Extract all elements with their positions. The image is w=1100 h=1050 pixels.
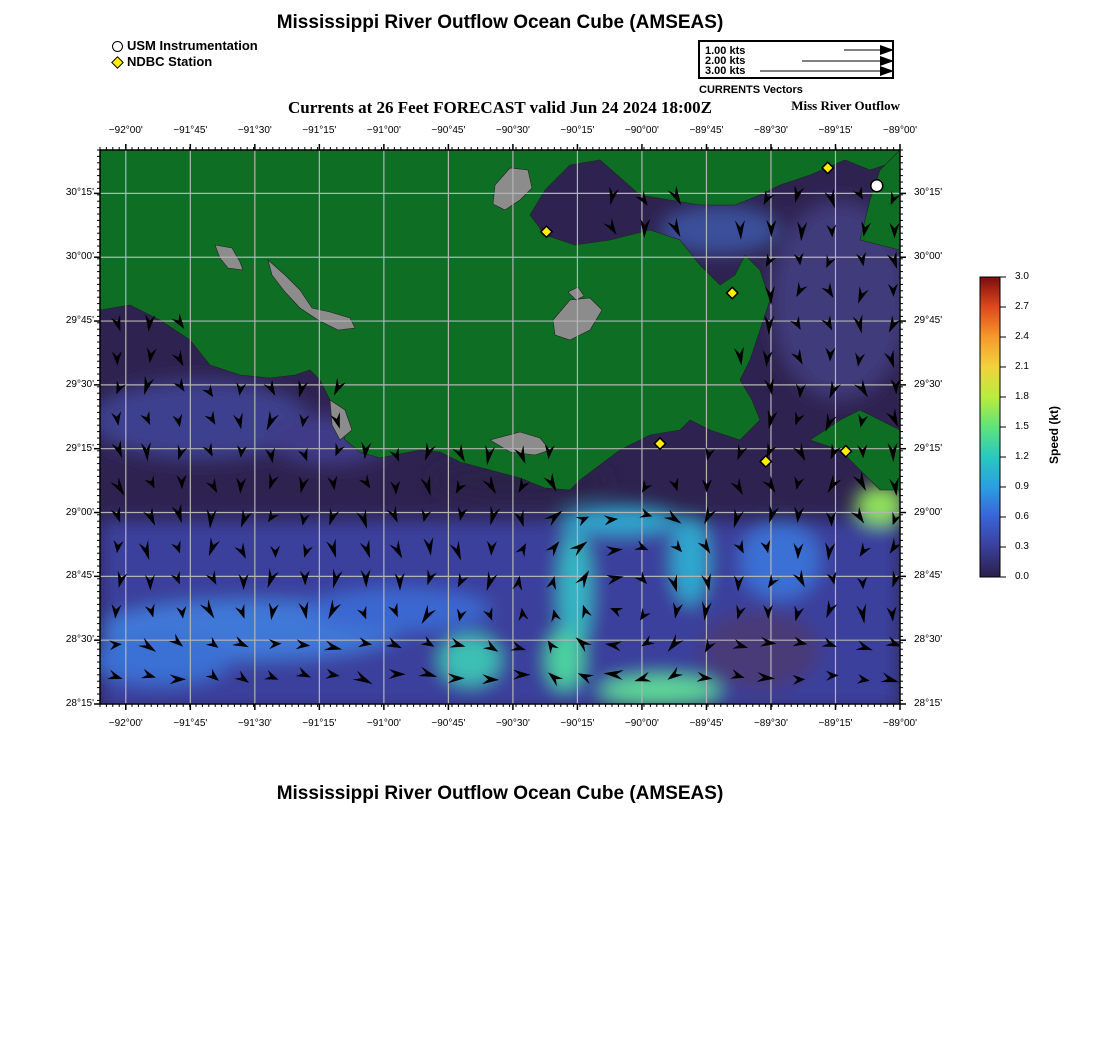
lon-tick-bottom: −90°30': [495, 718, 530, 729]
lat-tick-left: 28°45': [65, 570, 94, 582]
lon-tick-top: −89°45': [689, 125, 724, 136]
colorbar-tick: 0.9: [1015, 481, 1029, 492]
lat-tick-right: 30°15': [914, 187, 943, 199]
lat-tick-left: 29°00': [65, 506, 94, 518]
colorbar-tick: 2.1: [1015, 361, 1029, 372]
lat-tick-right: 29°00': [914, 506, 943, 518]
lat-tick-right: 29°45': [914, 315, 943, 327]
vector-label-1: 1.00 kts: [705, 45, 746, 57]
colorbar-title: Speed (kt): [1047, 406, 1061, 465]
lat-tick-left: 29°30': [65, 378, 94, 390]
colorbar-tick: 0.6: [1015, 511, 1029, 522]
lat-tick-left: 28°15': [65, 698, 94, 709]
main-title: Mississippi River Outflow Ocean Cube (AMSEAS): [276, 12, 724, 33]
lat-tick-right: 28°45': [914, 570, 943, 582]
lat-tick-left: 30°00': [65, 251, 94, 263]
lat-tick-right: 29°30': [914, 378, 943, 390]
lat-tick-right: 30°00': [914, 251, 943, 263]
lat-tick-right: 28°15': [914, 698, 943, 709]
lon-tick-bottom: −91°30': [237, 718, 272, 729]
colorbar-tick: 1.5: [1015, 421, 1029, 432]
colorbar-tick: 1.8: [1015, 391, 1029, 402]
lon-tick-top: −92°00': [108, 125, 143, 136]
colorbar-tick: 0.3: [1015, 541, 1029, 552]
lon-tick-top: −91°15': [302, 125, 337, 136]
lon-tick-top: −90°15': [560, 125, 595, 136]
map-subtitle: Currents at 26 Feet FORECAST valid Jun 24 2024 18:00Z: [288, 98, 712, 117]
lon-tick-bottom: −91°15': [302, 718, 337, 729]
lat-tick-right: 29°15': [914, 442, 943, 454]
lon-tick-top: −90°30': [495, 125, 530, 136]
colorbar-tick: 2.4: [1015, 331, 1029, 342]
lat-tick-left: 29°15': [65, 442, 94, 454]
lon-tick-top: −89°30': [753, 125, 788, 136]
colorbar-tick: 1.2: [1015, 451, 1029, 462]
lat-tick-left: 29°45': [65, 315, 94, 327]
vector-label-2: 2.00 kts: [705, 55, 746, 67]
lon-tick-top: −91°45': [173, 125, 208, 136]
lon-tick-top: −90°45': [431, 125, 466, 136]
second-panel-title: Mississippi River Outflow Ocean Cube (AMSEAS): [276, 783, 724, 804]
lon-tick-bottom: −89°30': [753, 718, 788, 729]
lon-tick-bottom: −89°00': [883, 718, 917, 729]
colorbar-tick: 2.7: [1015, 301, 1029, 312]
usm-station-marker[interactable]: [871, 180, 883, 192]
lon-tick-top: −89°00': [883, 125, 917, 136]
lat-tick-left: 30°15': [65, 187, 94, 199]
colorbar-tick: 0.0: [1015, 571, 1029, 582]
lon-tick-bottom: −89°45': [689, 718, 724, 729]
lon-tick-top: −90°00': [624, 125, 659, 136]
colorbar-tick: 3.0: [1015, 271, 1029, 282]
vector-label-3: 3.00 kts: [705, 65, 746, 77]
usm-legend-label: USM Instrumentation: [127, 38, 258, 53]
ndbc-legend-label: NDBC Station: [127, 54, 213, 69]
lon-tick-bottom: −90°15': [560, 718, 595, 729]
vector-legend-caption: CURRENTS Vectors: [699, 84, 803, 96]
lat-tick-left: 28°30': [65, 634, 94, 646]
speed-colorbar: [975, 272, 1015, 582]
lon-tick-bottom: −91°00': [366, 718, 401, 729]
lon-tick-bottom: −89°15': [818, 718, 853, 729]
lon-tick-top: −91°30': [237, 125, 272, 136]
lon-tick-top: −91°00': [366, 125, 401, 136]
lon-tick-bottom: −90°45': [431, 718, 466, 729]
region-label: Miss River Outflow: [791, 98, 900, 113]
lat-tick-right: 28°30': [914, 634, 943, 646]
lon-tick-bottom: −90°00': [624, 718, 659, 729]
lon-tick-top: −89°15': [818, 125, 853, 136]
lon-tick-bottom: −92°00': [108, 718, 143, 729]
lon-tick-bottom: −91°45': [173, 718, 208, 729]
